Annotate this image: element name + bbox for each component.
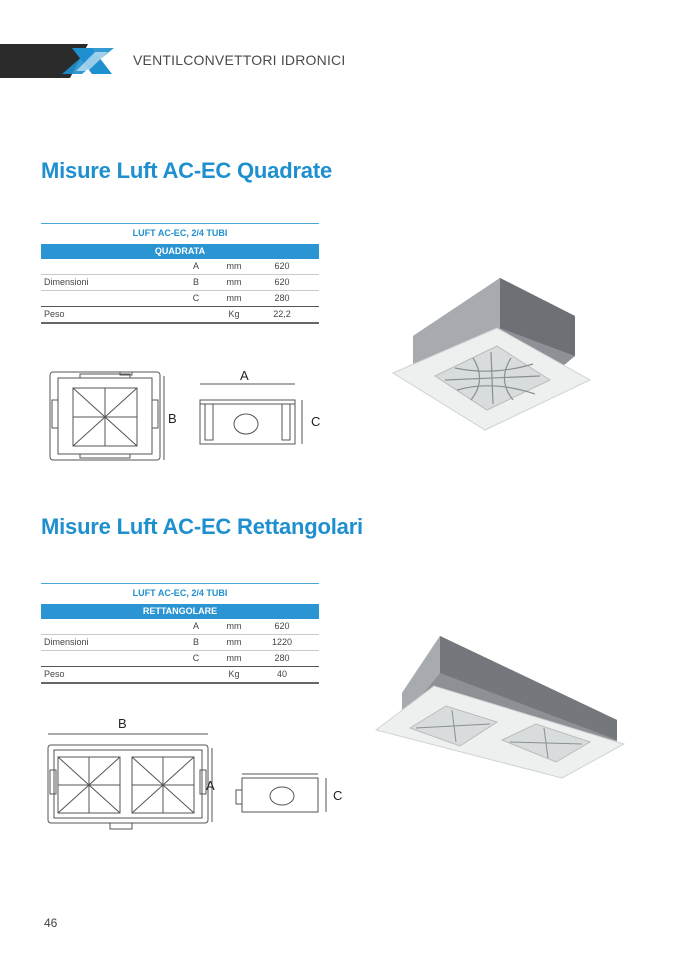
dimension-value: 280 bbox=[274, 653, 290, 663]
dimension-label-a: A bbox=[240, 368, 249, 383]
dimension-letter: B bbox=[192, 277, 199, 287]
table-row bbox=[41, 291, 319, 307]
spec-table-rectangular bbox=[41, 583, 319, 684]
dimension-letter: B bbox=[192, 637, 199, 647]
dimension-value: 620 bbox=[274, 277, 290, 287]
rectangular-unit-photo bbox=[372, 628, 627, 783]
dimension-label-b: B bbox=[168, 411, 177, 426]
rectangular-unit-drawing bbox=[40, 712, 360, 837]
weight-unit: Kg bbox=[228, 669, 240, 679]
weight-label: Peso bbox=[44, 309, 65, 319]
header-band bbox=[0, 44, 120, 78]
section-title-square: Misure Luft AC-EC Quadrate bbox=[41, 158, 333, 183]
dimension-label-b: B bbox=[118, 716, 127, 731]
dimension-unit: mm bbox=[226, 293, 242, 303]
dimension-value: 620 bbox=[274, 261, 290, 271]
weight-value: 40 bbox=[276, 669, 287, 679]
dimension-label: Dimensioni bbox=[44, 637, 89, 647]
dimension-value: 620 bbox=[274, 621, 290, 631]
dimension-letter: C bbox=[192, 293, 200, 303]
table-variant: RETTANGOLARE bbox=[41, 604, 319, 619]
table-row bbox=[41, 651, 319, 667]
dimension-value: 1220 bbox=[271, 637, 293, 647]
table-row-weight bbox=[41, 667, 319, 684]
dimension-label-c: C bbox=[333, 788, 343, 803]
square-unit-drawing bbox=[40, 360, 340, 470]
dimension-label-a: A bbox=[206, 778, 215, 793]
table-variant: QUADRATA bbox=[41, 244, 319, 259]
dimension-unit: mm bbox=[226, 653, 242, 663]
section-title-rectangular: Misure Luft AC-EC Rettangolari bbox=[41, 514, 363, 539]
dimension-unit: mm bbox=[226, 261, 242, 271]
dimension-unit: mm bbox=[226, 277, 242, 287]
dimension-label-c: C bbox=[311, 414, 321, 429]
table-row bbox=[41, 619, 319, 635]
weight-unit: Kg bbox=[228, 309, 240, 319]
header-title: VENTILCONVETTORI IDRONICI bbox=[133, 52, 346, 68]
dimension-label: Dimensioni bbox=[44, 277, 89, 287]
dimension-letter: A bbox=[192, 621, 199, 631]
dimension-letter: A bbox=[192, 261, 199, 271]
page-number: 46 bbox=[44, 916, 58, 930]
table-row-weight bbox=[41, 307, 319, 324]
dimension-unit: mm bbox=[226, 621, 242, 631]
dimension-letter: C bbox=[192, 653, 200, 663]
table-row bbox=[41, 259, 319, 275]
spec-table-square bbox=[41, 223, 319, 324]
table-caption: LUFT AC-EC, 2/4 TUBI bbox=[41, 583, 319, 604]
table-row bbox=[41, 275, 319, 291]
table-caption: LUFT AC-EC, 2/4 TUBI bbox=[41, 223, 319, 244]
dimension-unit: mm bbox=[226, 637, 242, 647]
dimension-value: 280 bbox=[274, 293, 290, 303]
table-row bbox=[41, 635, 319, 651]
weight-label: Peso bbox=[44, 669, 65, 679]
weight-value: 22,2 bbox=[273, 309, 291, 319]
square-unit-photo bbox=[385, 268, 595, 438]
